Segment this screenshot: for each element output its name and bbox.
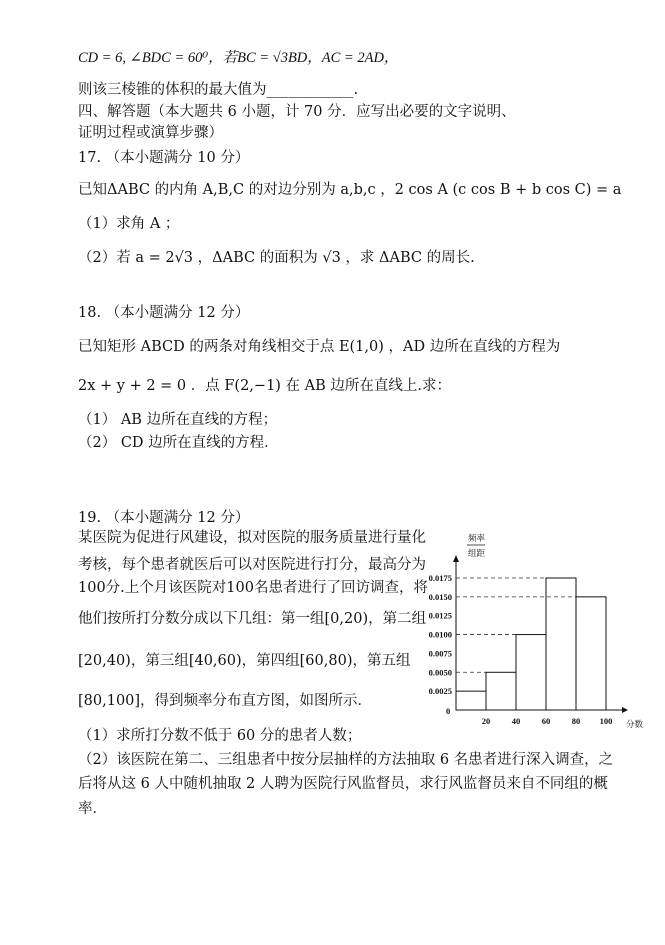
q19-part2-line3: 率． [78, 801, 107, 817]
section-heading: 四、解答题（本大题共 6 小题，计 70 分．应写出必要的文字说明、 [78, 104, 516, 120]
q17-part1: （1）求角 A ； [78, 216, 180, 232]
x-axis-label: 分数 [626, 720, 644, 730]
y-axis-arrow [453, 555, 459, 562]
y-axis-label-top: 频率 [468, 534, 486, 544]
prev-question-blank: 则该三棱锥的体积的最大值为____________. [78, 82, 359, 98]
origin-label: 0 [446, 706, 451, 716]
y-tick-label: 0.0150 [428, 591, 452, 602]
q18-stem-line2: 2x + y + 2 = 0 ．点 F(2,−1) 在 AB 边所在直线上.求： [78, 378, 452, 394]
histogram-bar [456, 691, 486, 710]
q19-part2-line2: 后将从这 6 人中随机抽取 2 人聘为医院行风监督员，求行风监督员来自不同组的概 [78, 776, 608, 792]
q19-text-line6: [80,100]，得到频率分布直方图，如图所示． [78, 693, 373, 709]
y-tick-label: 0.0125 [428, 610, 452, 621]
frequency-histogram [418, 528, 653, 738]
q18-part2: （2） CD 边所在直线的方程． [78, 435, 279, 451]
q19-text-line1: 某医院为促进行风建设，拟对医院的服务质量进行量化 [78, 530, 426, 546]
x-tick-label: 60 [541, 716, 551, 726]
y-axis-label-bottom: 组距 [468, 549, 486, 559]
q18-header: 18. （本小题满分 12 分） [78, 305, 250, 321]
x-tick-label: 40 [511, 716, 521, 726]
q19-text-line5: [20,40)，第三组[40,60)，第四组[60,80)，第五组 [78, 653, 411, 669]
prev-question-condition: CD = 6, ∠BDC = 60⁰，若BC = √3BD，AC = 2AD， [78, 50, 399, 66]
q19-text-line3: 100分.上个月该医院对100名患者进行了回访调查，将 [78, 580, 428, 596]
q19-part2-line1: （2）该医院在第二、三组患者中按分层抽样的方法抽取 6 名患者进行深入调查，之 [78, 752, 614, 768]
q17-stem: 已知ΔABC 的内角 A,B,C 的对边分别为 a,b,c ，2 cos A (c cos B + b cos C) = a [78, 182, 622, 198]
histogram-bar [546, 578, 576, 710]
x-tick-label: 100 [599, 716, 613, 726]
x-tick-label: 80 [571, 716, 581, 726]
histogram-svg [418, 528, 653, 738]
q18-part1: （1） AB 边所在直线的方程； [78, 412, 278, 428]
q19-text-line4: 他们按所打分数分成以下几组：第一组[0,20)，第二组 [78, 611, 427, 627]
x-axis-arrow [622, 707, 628, 713]
histogram-bar [516, 635, 546, 710]
section-heading-cont: 证明过程或演算步骤） [78, 125, 223, 141]
q18-stem-line1: 已知矩形 ABCD 的两条对角线相交于点 E(1,0) ，AD 边所在直线的方程为 [78, 339, 561, 355]
q19-header: 19. （本小题满分 12 分） [78, 510, 250, 526]
y-tick-label: 0.0100 [428, 629, 452, 640]
y-tick-label: 0.0050 [428, 667, 452, 678]
q19-text-line2: 考核，每个患者就医后可以对医院进行打分，最高分为 [78, 557, 426, 573]
q17-header: 17. （本小题满分 10 分） [78, 150, 250, 166]
y-tick-label: 0.0025 [428, 686, 452, 697]
histogram-bar [576, 597, 606, 710]
y-tick-label: 0.0075 [428, 648, 452, 659]
x-tick-label: 20 [481, 716, 491, 726]
q19-part1: （1）求所打分数不低于 60 分的患者人数； [78, 728, 362, 744]
histogram-bar [486, 672, 516, 710]
q17-part2: （2）若 a = 2√3 ，ΔABC 的面积为 √3 ，求 ΔABC 的周长. [78, 250, 475, 266]
y-tick-label: 0.0175 [428, 573, 452, 583]
